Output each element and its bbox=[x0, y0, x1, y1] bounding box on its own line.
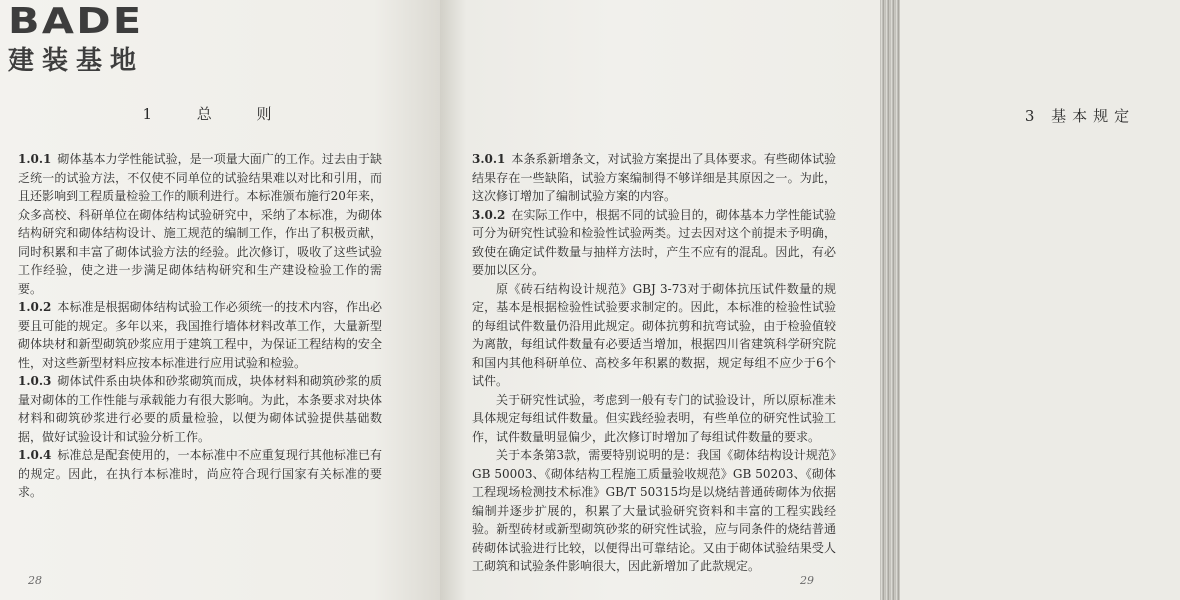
clause-text: 本标准是根据砌体结构试验工作必须统一的技术内容，作出必要且可能的规定。多年以来，我国推行墙体材料改革工作，大量新型砌体块材和新型砌筑砂浆应用于建筑工程中，为保证工程结构的安全性，对这些新型材料应按本标准进行应用试验和检验。 bbox=[18, 300, 382, 370]
chapter-title-basic-rules: 3 基本规定 bbox=[1024, 107, 1136, 125]
clause-3-0-2 bbox=[472, 206, 836, 280]
clause-number: 3.0.1 bbox=[472, 152, 506, 166]
left-page bbox=[0, 0, 440, 600]
clause-text: 砌体试件系由块体和砂浆砌筑而成，块体材料和砌筑砂浆的质量对砌体的工作性能与承载能力有很大影响。为此，本条要求对块体材料和砌筑砂浆进行必要的质量检验，以便为砌体试验提供基础数据，做好试验设计和试验分析工作。 bbox=[18, 374, 382, 444]
clause-number: 1.0.1 bbox=[18, 152, 52, 166]
clause-text: 砌体基本力学性能试验，是一项量大面广的工作。过去由于缺乏统一的试验方法，不仅使不同单位的试验结果难以对比和引用，而且还影响到工程质量检验工作的顺利进行。本标准颁布施行20年来，众多高校、科研单位在砌体结构试验研究中，采纳了本标准，为砌体结构研究和砌体结构设计、施工规范的编制工作，作出了积极贡献，同时积累和丰富了砌体试验方法的经验。此次修订，吸收了这些试验工作经验，使之进一步满足砌体结构研究和生产建设检验工作的需要。 bbox=[18, 152, 382, 296]
logo-subtitle: 建装基地 bbox=[8, 46, 145, 76]
clause-1-0-3 bbox=[18, 372, 382, 446]
clause-number: 3.0.2 bbox=[472, 207, 506, 222]
clause-number: 1.0.2 bbox=[18, 300, 52, 314]
clause-text: 本条系新增条文，对试验方案提出了具体要求。有些砌体试验结果存在一些缺陷，试验方案编制得不够详细是其原因之一。为此，这次修订增加了编制试验方案的内容。 bbox=[472, 152, 836, 203]
clause-number: 1.0.4 bbox=[18, 448, 52, 462]
clause-1-0-1 bbox=[18, 150, 382, 298]
clause-text: 在实际工作中，根据不同的试验目的，砌体基本力学性能试验可分为研究性试验和检验性试验两类。过去因对这个前提未予明确，致使在确定试件数量与抽样方法时，产生不应有的混乱。因此，有必要加以区分。 bbox=[472, 207, 836, 277]
left-text-block bbox=[18, 150, 382, 502]
clause-1-0-4 bbox=[18, 446, 382, 502]
clause-number: 1.0.3 bbox=[18, 374, 52, 388]
clause-3-0-1 bbox=[472, 150, 836, 206]
book-page-edges bbox=[880, 0, 900, 600]
paragraph-research-tests: 关于研究性试验，考虑到一般有专门的试验设计，所以原标准未具体规定每组试件数量。但实践经验表明，有些单位的研究性试验工作，试件数量明显偏少，此次修订时增加了每组试件数量的要求。 bbox=[472, 392, 836, 444]
page-number-right: 29 bbox=[800, 574, 814, 587]
clause-1-0-2 bbox=[18, 298, 382, 372]
paragraph-specimen-count: 原《砖石结构设计规范》GBJ 3-73对于砌体抗压试件数量的规定，基本是根据检验性试验要求制定的。因此，本标准的检验性试验的每组试件数量仍沿用此规定。砌体抗剪和抗弯试验，由于检验值较为离散，每组试件数量有必要适当增加，根据四川省建筑科学研究院和国内其他科研单位、高校多年积累的数据，规定每组不应少于6个试件。 bbox=[472, 281, 836, 388]
chapter-title-general: 1 总 则 bbox=[142, 105, 278, 123]
clause-text: 标准总是配套使用的，一本标准中不应重复现行其他标准已有的规定。因此，在执行本标准时，尚应符合现行国家有关标准的要求。 bbox=[18, 448, 382, 499]
brand-logo bbox=[8, 2, 178, 78]
page-number-left: 28 bbox=[28, 574, 42, 587]
right-text-block bbox=[472, 150, 836, 576]
paragraph-clause-3-note: 关于本条第3款，需要特别说明的是：我国《砌体结构设计规范》GB 50003、《砌体结构工程施工质量验收规范》GB 50203、《砌体工程现场检测技术标准》GB/T 50315均是以烧结普通砖砌体为依据编制并逐步扩展的，积累了大量试验研究资料和丰富的工程实践经验。新型砖材或新型砌筑砂浆的研究性试验，应与同条件的烧结普通砖砌体试验进行比较，以便得出可靠结论。又由于砌体试验结果受人工砌筑和试验条件影响很大，因此新增加了此款规定。 bbox=[472, 448, 836, 573]
logo-brand: BADE bbox=[8, 1, 144, 42]
